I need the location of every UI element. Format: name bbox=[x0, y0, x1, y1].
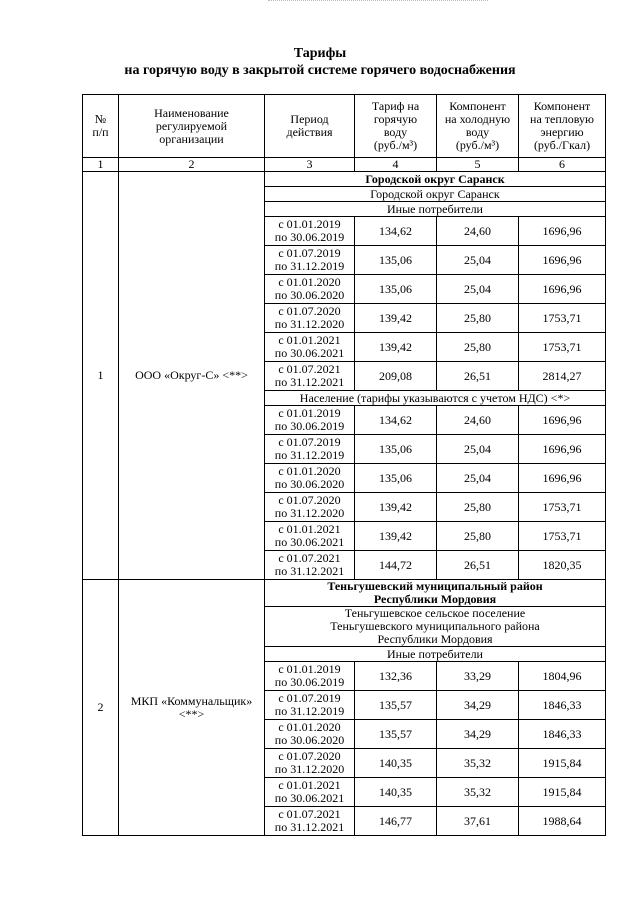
section-label: Иные потребители bbox=[265, 202, 606, 217]
period-cell: с 01.07.2019 по 31.12.2019 bbox=[265, 691, 355, 720]
hot-water-tariff: 139,42 bbox=[355, 493, 437, 522]
heat-component: 1753,71 bbox=[519, 333, 606, 362]
section-row bbox=[83, 172, 606, 187]
hot-water-tariff: 140,35 bbox=[355, 749, 437, 778]
cold-water-component: 26,51 bbox=[437, 362, 519, 391]
cold-water-component: 25,04 bbox=[437, 435, 519, 464]
column-number: 2 bbox=[119, 158, 265, 172]
section-label: Теньгушевское сельское поселение Теньгушевского муниципального района Республики Мордовия bbox=[265, 607, 606, 647]
period-cell: с 01.01.2019 по 30.06.2019 bbox=[265, 217, 355, 246]
hot-water-tariff: 146,77 bbox=[355, 807, 437, 836]
cold-water-component: 25,04 bbox=[437, 464, 519, 493]
heat-component: 1915,84 bbox=[519, 778, 606, 807]
section-row bbox=[83, 580, 606, 607]
row-number: 2 bbox=[83, 580, 119, 836]
cold-water-component: 25,04 bbox=[437, 275, 519, 304]
hot-water-tariff: 139,42 bbox=[355, 333, 437, 362]
heat-component: 1753,71 bbox=[519, 522, 606, 551]
header-organization: Наименование регулируемой организации bbox=[119, 95, 265, 158]
title-line-2: на горячую воду в закрытой системе горячего водоснабжения bbox=[124, 63, 516, 78]
period-cell: с 01.07.2020 по 31.12.2020 bbox=[265, 493, 355, 522]
heat-component: 1696,96 bbox=[519, 275, 606, 304]
hot-water-tariff: 140,35 bbox=[355, 778, 437, 807]
header-num: № п/п bbox=[83, 95, 119, 158]
column-number: 6 bbox=[519, 158, 606, 172]
tariff-table bbox=[82, 94, 606, 836]
heat-component: 1820,35 bbox=[519, 551, 606, 580]
header-row bbox=[83, 95, 606, 158]
row-number: 1 bbox=[83, 172, 119, 580]
cold-water-component: 25,80 bbox=[437, 333, 519, 362]
column-number: 4 bbox=[355, 158, 437, 172]
hot-water-tariff: 135,57 bbox=[355, 720, 437, 749]
cold-water-component: 34,29 bbox=[437, 720, 519, 749]
cold-water-component: 24,60 bbox=[437, 217, 519, 246]
header-period: Период действия bbox=[265, 95, 355, 158]
period-cell: с 01.01.2020 по 30.06.2020 bbox=[265, 275, 355, 304]
column-number: 1 bbox=[83, 158, 119, 172]
heat-component: 1846,33 bbox=[519, 691, 606, 720]
column-number: 5 bbox=[437, 158, 519, 172]
heat-component: 1915,84 bbox=[519, 749, 606, 778]
period-cell: с 01.07.2019 по 31.12.2019 bbox=[265, 246, 355, 275]
hot-water-tariff: 144,72 bbox=[355, 551, 437, 580]
section-label: Теньгушевский муниципальный район Республики Мордовия bbox=[265, 580, 606, 607]
period-cell: с 01.07.2021 по 31.12.2021 bbox=[265, 362, 355, 391]
cold-water-component: 26,51 bbox=[437, 551, 519, 580]
heat-component: 2814,27 bbox=[519, 362, 606, 391]
heat-component: 1846,33 bbox=[519, 720, 606, 749]
header-hot-water-tariff: Тариф на горячую воду (руб./м³) bbox=[355, 95, 437, 158]
period-cell: с 01.07.2020 по 31.12.2020 bbox=[265, 749, 355, 778]
hot-water-tariff: 134,62 bbox=[355, 217, 437, 246]
section-label: Иные потребители bbox=[265, 647, 606, 662]
title-line-1: Тарифы bbox=[293, 46, 347, 61]
cold-water-component: 25,80 bbox=[437, 522, 519, 551]
period-cell: с 01.07.2019 по 31.12.2019 bbox=[265, 435, 355, 464]
period-cell: с 01.07.2020 по 31.12.2020 bbox=[265, 304, 355, 333]
organization-name: ООО «Округ-С» <**> bbox=[119, 172, 265, 580]
period-cell: с 01.01.2019 по 30.06.2019 bbox=[265, 662, 355, 691]
heat-component: 1696,96 bbox=[519, 217, 606, 246]
hot-water-tariff: 139,42 bbox=[355, 522, 437, 551]
heat-component: 1804,96 bbox=[519, 662, 606, 691]
organization-name: МКП «Коммунальщик» <**> bbox=[119, 580, 265, 836]
section-label: Население (тарифы указываются с учетом НДС) <*> bbox=[265, 391, 606, 406]
period-cell: с 01.07.2021 по 31.12.2021 bbox=[265, 807, 355, 836]
section-label: Городской округ Саранск bbox=[265, 187, 606, 202]
hot-water-tariff: 135,57 bbox=[355, 691, 437, 720]
section-label: Городской округ Саранск bbox=[265, 172, 606, 187]
period-cell: с 01.01.2019 по 30.06.2019 bbox=[265, 406, 355, 435]
cold-water-component: 25,80 bbox=[437, 493, 519, 522]
header-cold-water-component: Компонент на холодную воду (руб./м³) bbox=[437, 95, 519, 158]
heat-component: 1988,64 bbox=[519, 807, 606, 836]
heat-component: 1696,96 bbox=[519, 435, 606, 464]
cold-water-component: 35,32 bbox=[437, 778, 519, 807]
column-number: 3 bbox=[265, 158, 355, 172]
hot-water-tariff: 132,36 bbox=[355, 662, 437, 691]
period-cell: с 01.01.2020 по 30.06.2020 bbox=[265, 720, 355, 749]
hot-water-tariff: 139,42 bbox=[355, 304, 437, 333]
cold-water-component: 34,29 bbox=[437, 691, 519, 720]
hot-water-tariff: 135,06 bbox=[355, 275, 437, 304]
cold-water-component: 35,32 bbox=[437, 749, 519, 778]
column-numbers-row bbox=[83, 158, 606, 172]
period-cell: с 01.01.2020 по 30.06.2020 bbox=[265, 464, 355, 493]
header-heat-component: Компонент на тепловую энергию (руб./Гкал) bbox=[519, 95, 606, 158]
cold-water-component: 33,29 bbox=[437, 662, 519, 691]
cold-water-component: 37,61 bbox=[437, 807, 519, 836]
hot-water-tariff: 135,06 bbox=[355, 246, 437, 275]
cold-water-component: 25,80 bbox=[437, 304, 519, 333]
heat-component: 1696,96 bbox=[519, 464, 606, 493]
hot-water-tariff: 135,06 bbox=[355, 464, 437, 493]
period-cell: с 01.01.2021 по 30.06.2021 bbox=[265, 333, 355, 362]
document-title bbox=[0, 45, 640, 79]
cold-water-component: 25,04 bbox=[437, 246, 519, 275]
hot-water-tariff: 134,62 bbox=[355, 406, 437, 435]
hot-water-tariff: 135,06 bbox=[355, 435, 437, 464]
heat-component: 1753,71 bbox=[519, 493, 606, 522]
period-cell: с 01.01.2021 по 30.06.2021 bbox=[265, 522, 355, 551]
cold-water-component: 24,60 bbox=[437, 406, 519, 435]
heat-component: 1696,96 bbox=[519, 406, 606, 435]
hot-water-tariff: 209,08 bbox=[355, 362, 437, 391]
period-cell: с 01.01.2021 по 30.06.2021 bbox=[265, 778, 355, 807]
heat-component: 1696,96 bbox=[519, 246, 606, 275]
heat-component: 1753,71 bbox=[519, 304, 606, 333]
scan-artifact bbox=[268, 0, 488, 5]
period-cell: с 01.07.2021 по 31.12.2021 bbox=[265, 551, 355, 580]
